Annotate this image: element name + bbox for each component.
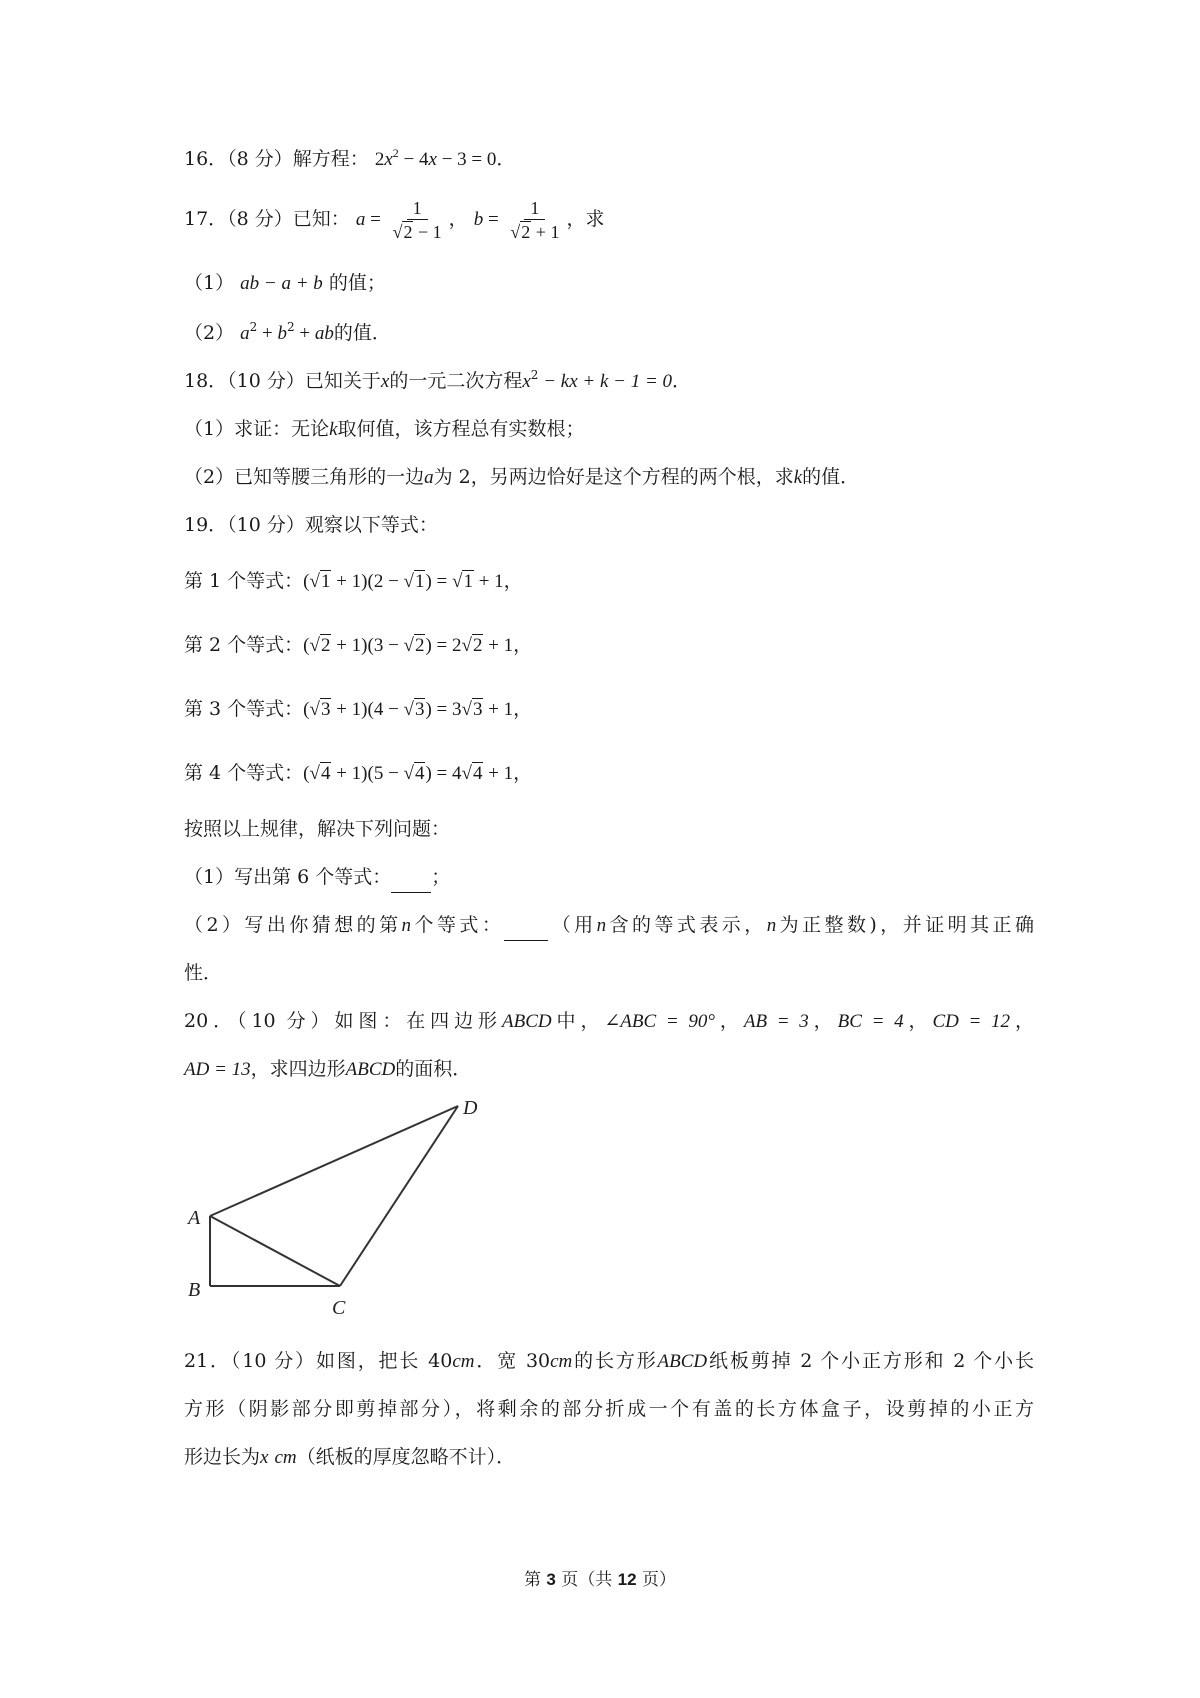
q19-part1: （1）写出第 6 个等式： ； xyxy=(184,862,450,893)
q20-line2: AD = 13，求四边形ABCD的面积． xyxy=(184,1058,472,1080)
q20-line1: 20．（10 分）如图：在四边形ABCD中，∠ABC = 90°，AB = 3，BC = 4，CD = 12， xyxy=(184,1010,1034,1032)
q21-line3: 形边长为x cm（纸板的厚度忽略不计）． xyxy=(184,1446,516,1468)
q18-part2: （2）已知等腰三角形的一边a为 2，另两边恰好是这个方程的两个根，求k的值． xyxy=(184,466,860,488)
q21-line2: 方形（阴影部分即剪掉部分），将剩余的部分折成一个有盖的长方体盒子，设剪掉的小正方 xyxy=(184,1398,1034,1420)
label-b: B xyxy=(188,1279,201,1301)
q19-equation-1: 第 1 个等式：(√1 + 1)(2 − √1) = √1 + 1， xyxy=(184,570,523,592)
edge-ac xyxy=(210,1216,340,1286)
label-c: C xyxy=(332,1297,346,1319)
quadrilateral-figure xyxy=(180,1096,490,1326)
label-a: A xyxy=(188,1207,201,1229)
answer-blank[interactable] xyxy=(391,862,431,893)
answer-blank[interactable] xyxy=(504,910,548,941)
q17-fraction-a: $\frac{1}{√2 - 1}$ xyxy=(392,197,442,242)
q18-part1: （1）求证：无论k取何值，该方程总有实数根； xyxy=(184,418,585,440)
q17-part2: （2） $a^2 + b^2$ + ab的值． xyxy=(184,320,391,344)
q16-line: 16．（8 分）解方程： $2x^2 - 4x - 3 = 0$． xyxy=(184,146,516,170)
q17-part1: （1） ab − a + b 的值； xyxy=(184,272,386,294)
page-footer: 第 3 页（共 12 页） xyxy=(523,1570,676,1590)
q19-equation-4: 第 4 个等式：(√4 + 1)(5 − √4) = 4√4 + 1， xyxy=(184,762,533,784)
q21-line1: 21．（10 分）如图，把长 40cm．宽 30cm的长方形ABCD纸板剪掉 2 个小正方形和 2 个小长 xyxy=(184,1350,1034,1372)
q19-rule: 按照以上规律，解决下列问题： xyxy=(184,818,451,840)
q19-equation-2: 第 2 个等式：(√2 + 1)(3 − √2) = 2√2 + 1， xyxy=(184,634,533,656)
q17-line: 17．（8 分）已知： a = $\frac{1}{√2 - 1}$ ， b = $\frac{1}{√2 + 1}$ ，求 xyxy=(184,197,605,242)
q19-part2-cont: 性． xyxy=(184,962,223,984)
q16-equation: $2x^2 - 4x - 3 = 0$ xyxy=(374,146,497,170)
q19-equation-3: 第 3 个等式：(√3 + 1)(4 − √3) = 3√3 + 1， xyxy=(184,698,533,720)
q19-part2: （2）写出你猜想的第n个等式： （用n含的等式表示，n为正整数)，并证明其正确 xyxy=(184,910,1034,941)
q17-fraction-b: $\frac{1}{√2 + 1}$ xyxy=(510,197,560,242)
q18-line: 18．（10 分）已知关于x的一元二次方程$x^2$ − kx + k − 1 = 0． xyxy=(184,368,692,392)
q19-line: 19．（10 分）观察以下等式： xyxy=(184,514,438,536)
label-d: D xyxy=(463,1097,478,1119)
